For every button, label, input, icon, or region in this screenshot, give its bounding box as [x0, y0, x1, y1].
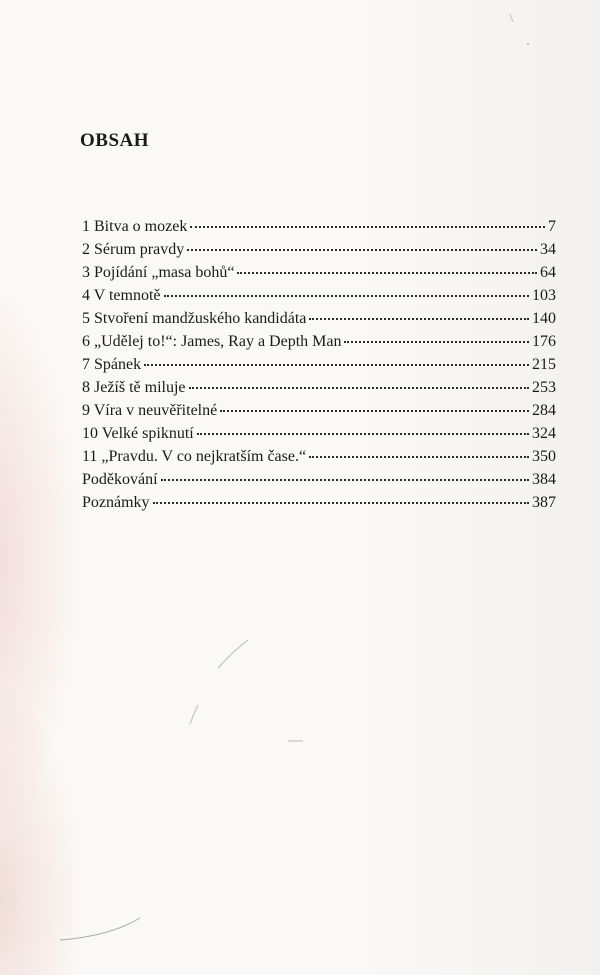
page-title: OBSAH	[80, 130, 150, 151]
toc-entry-page: 350	[532, 448, 556, 465]
paper-speck	[527, 43, 529, 45]
pencil-mark	[218, 640, 248, 668]
toc-entry-title: 4 V temnotě	[82, 287, 161, 304]
toc-entry-page: 284	[532, 402, 556, 419]
pencil-mark	[190, 705, 198, 724]
pencil-mark	[510, 14, 513, 22]
toc-entry-title: 5 Stvoření mandžuského kandidáta	[82, 310, 307, 327]
toc-entry-title: 8 Ježíš tě miluje	[82, 379, 186, 396]
toc-entry-page: 387	[532, 494, 556, 511]
toc-entry-page: 176	[532, 333, 556, 350]
toc-entry-page: 140	[532, 310, 556, 327]
toc-entry-page: 103	[532, 287, 556, 304]
toc-entry-page: 384	[532, 471, 556, 488]
toc-entry-page: 7	[548, 218, 556, 235]
toc-entry-page: 253	[532, 379, 556, 396]
toc-entry-title: 11 „Pravdu. V co nejkratším čase.“	[82, 448, 307, 465]
toc-entry-page: 34	[540, 241, 556, 258]
toc-entry-title: 10 Velké spiknutí	[82, 425, 194, 442]
pencil-mark	[60, 918, 140, 940]
toc-entry-page: 64	[540, 264, 556, 281]
toc-entry-title: 7 Spánek	[82, 356, 142, 373]
toc-entry-page: 324	[532, 425, 556, 442]
toc-entry-title: 6 „Udělej to!“: James, Ray a Depth Man	[82, 333, 342, 350]
toc-entry-title: Poděkování	[82, 471, 158, 488]
toc-entry-title: 1 Bitva o mozek	[82, 218, 188, 235]
toc-entry-title: 2 Sérum pravdy	[82, 241, 185, 258]
toc-entry-page: 215	[532, 356, 556, 373]
toc-entry-title: 3 Pojídání „masa bohů“	[82, 264, 235, 281]
toc-entry-title: 9 Víra v neuvěřitelné	[82, 402, 218, 419]
toc-entry-title: Poznámky	[82, 494, 150, 511]
